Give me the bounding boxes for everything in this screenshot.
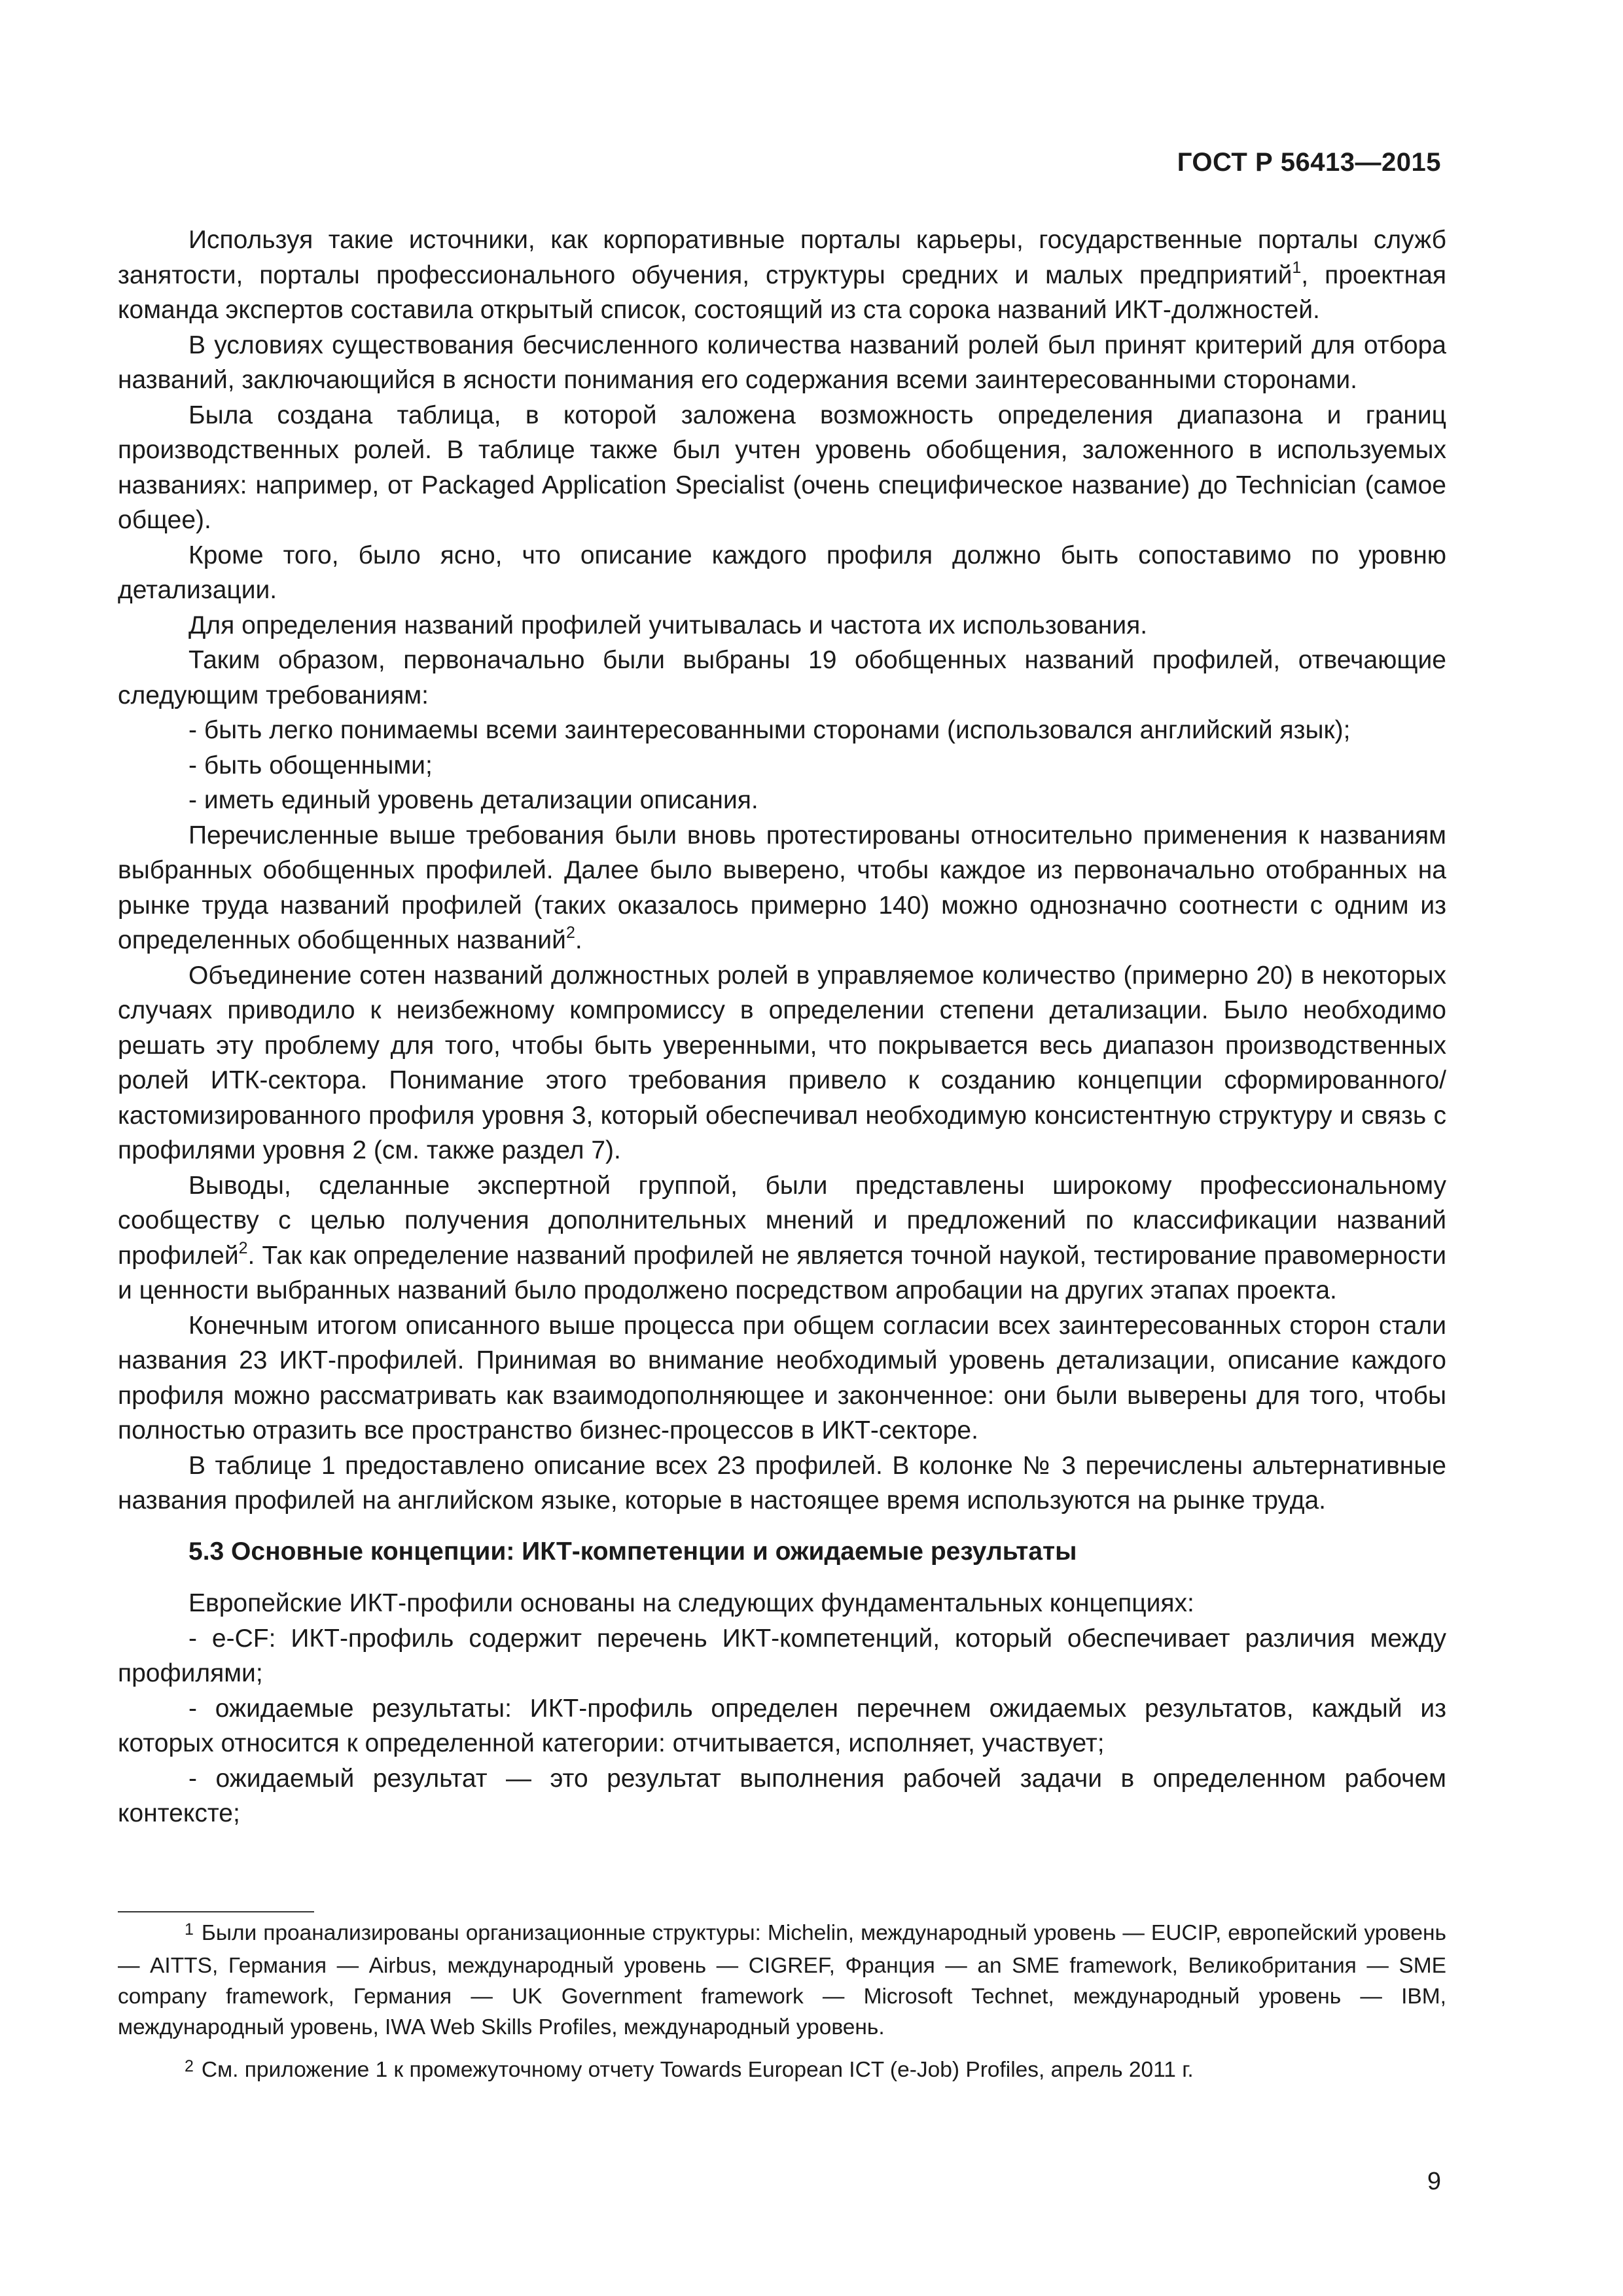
paragraph: Для определения названий профилей учитывалась и частота их использования. xyxy=(188,611,1148,639)
footnote xyxy=(118,2054,1446,2087)
footnote-mark: 1 xyxy=(185,1920,194,1939)
paragraph: Конечным итогом описанного выше процесса при общем согласии всех заинтересованных сторон стали названия 23 ИКТ-профилей. Принимая во внимание необходимый уровень детализации, описание каждого профиля можно рассматривать как взаимодополняющее и законченное: они были выверены для того, чтобы полностью отразить все пространство бизнес-процессов в ИКТ-секторе. xyxy=(118,1311,1446,1444)
paragraph: Выводы, сделанные экспертной группой, были представлены широкому профессиональному сообществу с целью получения дополнительных мнений и предложений по классификации названий профилей$^2$. Так как определение названий профилей не является точной наукой, тестирование правомерности и ценности выбранных названий было продолжено посредством апробации на других этапах проекта. xyxy=(118,1171,1446,1304)
section-title: 5.3 Основные концепции: ИКТ-компетенции и ожидаемые результаты xyxy=(188,1537,1077,1566)
list-item: - быть легко понимаемы всеми заинтересованными сторонами (использовался английский язык); xyxy=(188,716,1351,744)
footnote-ref[interactable]: 1 xyxy=(1292,258,1302,277)
paragraph: Объединение сотен названий должностных ролей в управляемое количество (примерно 20) в некоторых случаях приводило к неизбежному компромиссу в определении степени детализации. Было необходимо решать эту проблему для того, чтобы быть уверенными, что покрывается весь диапазон производственных ролей ИТК-сектора. Понимание этого требования привело к созданию концепции сформированного/кастомизированного профиля уровня 3, который обеспечивал необходимую консистентную структуру и связь с профилями уровня 2 (см. также раздел 7). xyxy=(118,961,1446,1164)
footnote-divider xyxy=(118,1911,314,1912)
list-item: - ожидаемый результат — это результат выполнения рабочей задачи в определенном рабочем контексте; xyxy=(118,1764,1446,1827)
paragraph: Используя такие источники, как корпоративные порталы карьеры, государственные порталы служб занятости, порталы профессионального обучения, структуры средних и малых предприятий$^1$, проектная команда экспертов составила открытый список, состоящий из ста сорока названий ИКТ-должностей. xyxy=(118,226,1447,324)
list-item: - быть обощенными; xyxy=(188,751,433,780)
paragraph: Перечисленные выше требования были вновь протестированы относительно применения к названиям выбранных обобщенных профилей. Далее было выверено, чтобы каждое из первоначально отобранных на рынке труда названий профилей (таких оказалось примерно 140) можно однозначно соотнести с одним из определенных обобщенных названий$^2$. xyxy=(118,821,1446,954)
paragraph: Была создана таблица, в которой заложена возможность определения диапазона и границ производственных ролей. В таблице также был учтен уровень обобщения, заложенного в используемых названиях: например, от Packaged Application Specialist (очень специфическое название) до Technician (самое общее). xyxy=(118,401,1446,534)
list-item: - ожидаемые результаты: ИКТ-профиль определен перечнем ожидаемых результатов, каждый из которых относится к определенной категории: отчитывается, исполняет, участвует; xyxy=(118,1694,1446,1757)
paragraph: Кроме того, было ясно, что описание каждого профиля должно быть сопоставимо по уровню детализации. xyxy=(118,541,1446,604)
footnotes xyxy=(118,1911,1446,2087)
document-body xyxy=(118,223,1446,1831)
paragraph: Европейские ИКТ-профили основаны на следующих фундаментальных концепциях: xyxy=(188,1589,1194,1617)
paragraph: В таблице 1 предоставлено описание всех 23 профилей. В колонке № 3 перечислены альтернативные названия профилей на английском языке, которые в настоящее время используются на рынке труда. xyxy=(118,1451,1446,1515)
paragraph: В условиях существования бесчисленного количества названий ролей был принят критерий для отбора названий, заключающийся в ясности понимания его содержания всеми заинтересованными сторонами. xyxy=(118,331,1446,394)
footnote-text: Были проанализированы организационные структуры: Michelin, международный уровень — EUCIP, европейский уровень — AITTS, Германия — Airbus, международный уровень — CIGREF, Франция — an SME framework, Великобритания — SME company framework, Германия — UK Government framework — Microsoft Technet, международный уровень — IBM, международный уровень, IWA Web Skills Profiles, международный уровень. xyxy=(118,1921,1446,2039)
footnote-text: См. приложение 1 к промежуточному отчету Towards European ICT (e-Job) Profiles, апрель 2011 г. xyxy=(201,2058,1194,2082)
paragraph: Таким образом, первоначально были выбраны 19 обобщенных названий профилей, отвечающие следующим требованиям: xyxy=(118,646,1446,709)
footnote-mark: 2 xyxy=(185,2057,194,2075)
footnote-ref[interactable]: 2 xyxy=(565,924,575,942)
list-item: - e-CF: ИКТ-профиль содержит перечень ИКТ-компетенций, который обеспечивает различия между профилями; xyxy=(118,1624,1446,1687)
footnote-ref[interactable]: 2 xyxy=(238,1238,248,1257)
list-item: - иметь единый уровень детализации описания. xyxy=(188,786,758,814)
footnote xyxy=(118,1918,1446,2043)
document-header-standard-id: ГОСТ Р 56413—2015 xyxy=(1177,148,1441,177)
page-number: 9 xyxy=(1427,2168,1441,2195)
